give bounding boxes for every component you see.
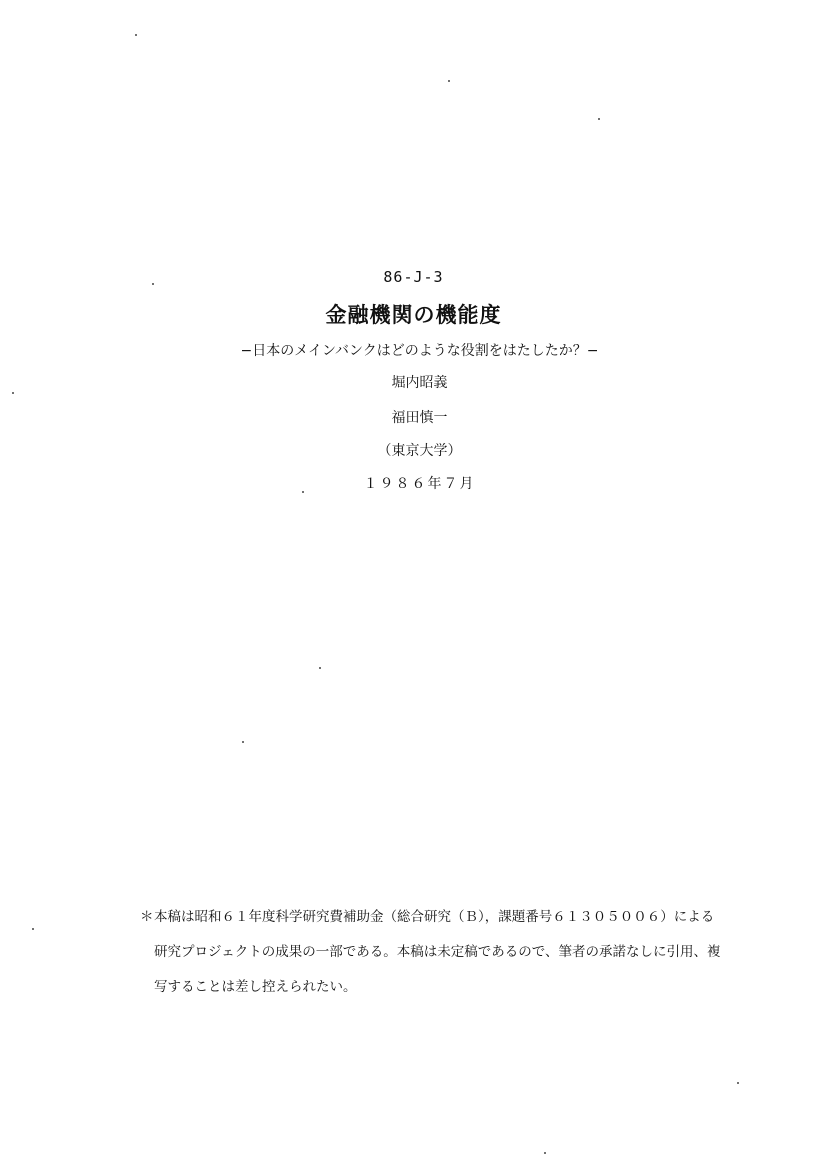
- scan-speck: [319, 667, 321, 669]
- scan-speck: [12, 392, 14, 394]
- footnote-line-3: 写することは差し控えられたい。: [154, 979, 357, 995]
- paper-subtitle: −日本のメインバンクはどのような役割をはたしたか？−: [240, 343, 599, 359]
- footnote-mark: ＊: [140, 909, 154, 925]
- scan-speck: [152, 283, 154, 285]
- scan-speck: [448, 80, 450, 82]
- footnote-line-2: 研究プロジェクトの成果の一部である。本稿は未定稿であるので、筆者の承諾なしに引用、複: [154, 944, 721, 960]
- paper-title: 金融機関の機能度: [325, 302, 502, 327]
- scan-speck: [242, 741, 244, 743]
- author-2: 福田慎一: [391, 410, 448, 426]
- author-1: 堀内昭義: [391, 375, 448, 391]
- scan-speck: [32, 928, 34, 930]
- publication-date: １９８６年７月: [363, 476, 476, 492]
- footnote-line-1: [140, 900, 800, 935]
- scan-speck: [544, 1152, 546, 1154]
- scan-speck: [737, 1082, 739, 1084]
- scan-speck: [135, 34, 137, 36]
- footnote-text-1: 本稿は昭和６１年度科学研究費補助金（総合研究（Ｂ），課題番号６１３０５００６）による: [154, 909, 715, 925]
- paper-id: 86-J-3: [383, 268, 444, 286]
- scan-speck: [598, 118, 600, 120]
- affiliation: （東京大学）: [377, 443, 462, 459]
- footnote: [140, 900, 800, 1005]
- scan-speck: [302, 491, 304, 493]
